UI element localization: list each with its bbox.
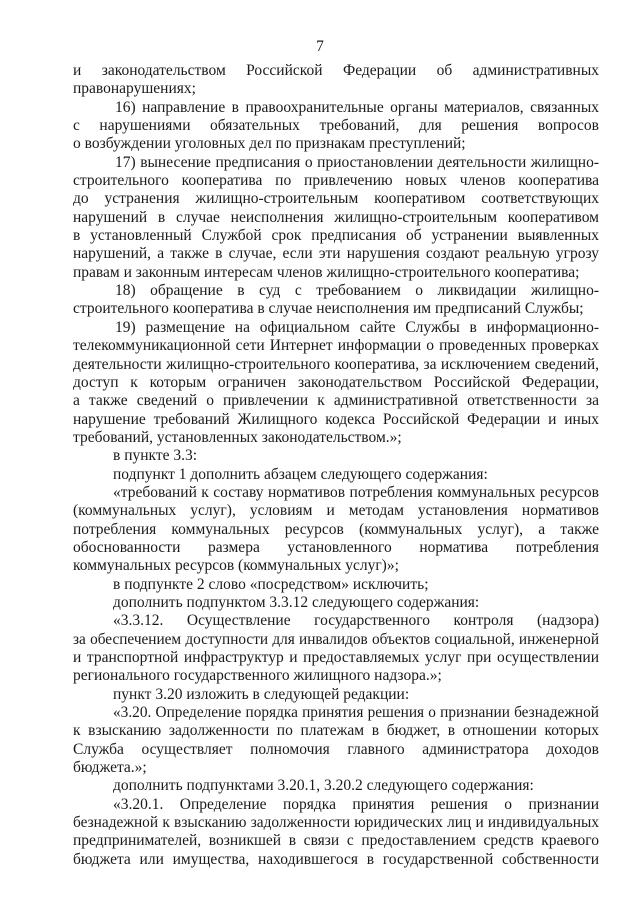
text-line: к взысканию задолженности по платежам в бюджет, в отношении которых: [73, 722, 599, 740]
text-line: телекоммуникационной сети Интернет информации о проведенных проверках: [73, 337, 599, 355]
text-line: до устранения жилищно-строительным кооперативом соответствующих: [73, 190, 599, 208]
text-line: регионального государственного жилищного надзора.»;: [73, 667, 442, 685]
text-line: «3.20. Определение порядка принятия решения о признании безнадежной: [113, 704, 599, 722]
text-line: безнадежной к взысканию задолженности юридических лиц и индивидуальных: [73, 814, 599, 832]
text-line: а также сведений о привлечении к административной ответственности за: [73, 392, 599, 410]
text-line: «3.20.1. Определение порядка принятия решения о признании: [113, 795, 599, 813]
text-line: дополнить подпунктами 3.20.1, 3.20.2 следующего содержания:: [113, 777, 534, 795]
text-line: 18) обращение в суд с требованием о ликвидации жилищно-: [115, 282, 599, 300]
text-line: нарушений, а также в случае, если эти нарушения создают реальную угрозу: [73, 245, 599, 263]
text-line: предпринимателей, возникшей в связи с предоставлением средств краевого: [73, 832, 599, 850]
text-line: и законодательством Российской Федерации об административных: [73, 62, 599, 79]
text-line: в подпункте 2 слово «посредством» исключить;: [113, 575, 429, 593]
text-line: 17) вынесение предписания о приостановлении деятельности жилищно-: [115, 153, 599, 171]
text-line: строительного кооператива в случае неисполнения им предписаний Службы;: [73, 300, 584, 318]
text-line: нарушений в случае неисполнения жилищно-строительным кооперативом: [73, 208, 599, 226]
text-line: (коммунальных услуг), условиям и методам установления нормативов: [73, 502, 599, 520]
text-line: за обеспечением доступности для инвалидов объектов социальной, инженерной: [73, 630, 599, 648]
text-line: строительного кооператива по привлечению новых членов кооператива: [73, 172, 599, 190]
text-line: и транспортной инфраструктур и предоставляемых услуг при осуществлении: [73, 649, 599, 666]
page-number: 7: [316, 38, 324, 55]
text-line: дополнить подпунктом 3.3.12 следующего содержания:: [113, 593, 480, 611]
text-line: деятельности жилищно-строительного кооператива, за исключением сведений,: [73, 355, 599, 373]
document-body: [73, 62, 599, 869]
text-line: требований, установленных законодательством.»;: [73, 428, 402, 446]
text-line: коммунальных ресурсов (коммунальных услуг)»;: [73, 557, 399, 575]
text-line: 16) направление в правоохранительные органы материалов, связанных: [115, 98, 599, 116]
text-line: правонарушениях;: [73, 80, 196, 98]
text-line: бюджета или имущества, находившегося в государственной собственности: [73, 850, 599, 868]
text-line: «3.3.12. Осуществление государственного контроля (надзора): [113, 612, 599, 630]
text-line: 19) размещение на официальном сайте Службы в информационно-: [115, 318, 599, 336]
text-line: бюджета.»;: [73, 759, 147, 777]
text-line: Служба осуществляет полномочия главного администратора доходов: [73, 740, 599, 758]
text-line: нарушение требований Жилищного кодекса Российской Федерации и иных: [73, 410, 599, 428]
text-line: потребления коммунальных ресурсов (коммунальных услуг), а также: [73, 520, 599, 538]
text-line: в установленный Службой срок предписания об устранении выявленных: [73, 227, 599, 245]
text-line: правам и законным интересам членов жилищно-строительного кооператива;: [73, 263, 580, 281]
text-line: о возбуждении уголовных дел по признакам преступлений;: [73, 135, 466, 153]
text-line: доступ к которым ограничен законодательством Российской Федерации,: [73, 373, 599, 391]
text-line: в пункте 3.3:: [113, 447, 198, 465]
text-line: «требований к составу нормативов потребления коммунальных ресурсов: [113, 483, 599, 501]
text-line: обоснованности размера установленного норматива потребления: [73, 538, 599, 556]
text-line: пункт 3.20 изложить в следующей редакции:: [113, 685, 410, 703]
text-line: подпункт 1 дополнить абзацем следующего содержания:: [113, 465, 488, 483]
text-line: с нарушениями обязательных требований, для решения вопросов: [73, 117, 599, 135]
